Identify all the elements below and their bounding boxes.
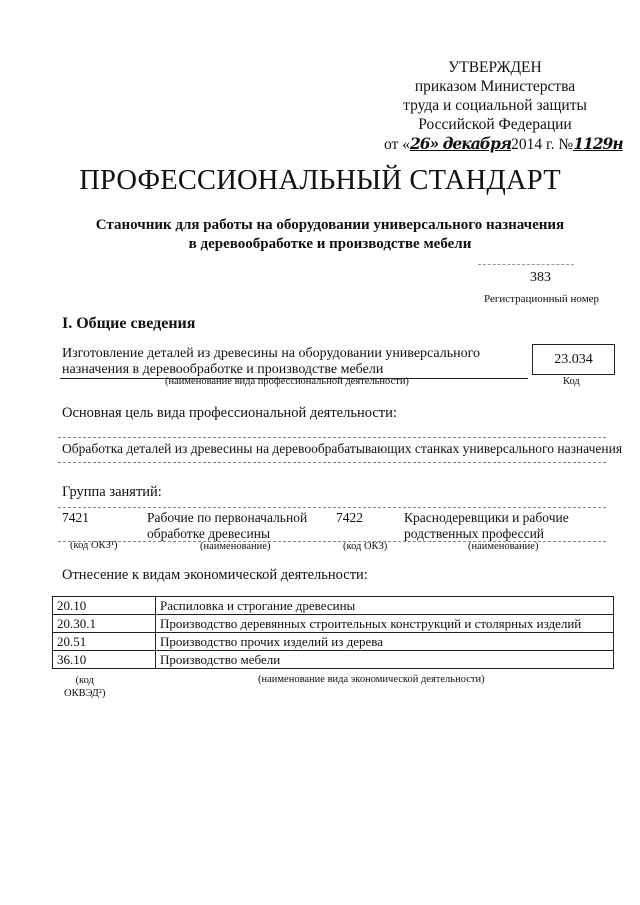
registration-caption: Регистрационный номер: [484, 293, 600, 305]
occupation-group-label: Группа занятий:: [62, 484, 162, 500]
occupation-name-caption-1: (наименование): [200, 541, 271, 552]
okved-name: Производство мебели: [156, 651, 614, 669]
handwritten-date: 26» декабря: [409, 134, 512, 153]
purpose-top-line: [58, 437, 606, 438]
economic-activity-table: [52, 596, 614, 669]
occupation-name-caption-2: (наименование): [468, 541, 539, 552]
activity-line-1: Изготовление деталей из древесины на оборудовании универсального: [62, 346, 481, 361]
occupation-name-2-line-1: Краснодеревщики и рабочие: [404, 510, 569, 525]
economic-activity-label: Отнесение к видам экономической деятельности:: [62, 567, 368, 583]
approval-ministry-line: труда и социальной защиты: [403, 97, 587, 114]
okved-name: Производство деревянных строительных конструкций и столярных изделий: [156, 615, 614, 633]
registration-line: [478, 264, 574, 265]
occupation-name-2-line-2: родственных профессий: [404, 526, 545, 541]
approval-block: [370, 58, 623, 154]
purpose-text: Обработка деталей из древесины на деревообрабатывающих станках универсального назначения: [62, 441, 623, 456]
document-title: ПРОФЕССИОНАЛЬНЫЙ СТАНДАРТ: [79, 165, 561, 196]
document-subtitle: [60, 216, 600, 254]
okved-code-caption: [64, 674, 105, 700]
approval-heading: УТВЕРЖДЕН: [448, 59, 542, 76]
date-prefix: от «: [384, 136, 410, 153]
code-caption: Код: [563, 376, 580, 387]
occupation-code-1: 7421: [62, 510, 89, 525]
handwritten-order-number: 1129н: [573, 134, 623, 153]
economic-activity-caption: (наименование вида экономической деятельности): [258, 674, 485, 685]
table-row: [53, 633, 614, 651]
okved-name: Распиловка и строгание древесины: [156, 597, 614, 615]
okz-code-caption-1: (код ОКЗ¹): [70, 540, 118, 551]
table-row: [53, 651, 614, 669]
okved-code: 20.10: [53, 597, 156, 615]
occupation-name-1: [147, 510, 307, 542]
table-row: [53, 615, 614, 633]
okved-code-caption-line-1: (код: [75, 675, 94, 686]
occupation-name-2: [404, 510, 569, 542]
subtitle-line-2: в деревообработке и производстве мебели: [188, 236, 472, 252]
okved-code-caption-line-2: ОКВЭД²): [64, 688, 106, 699]
okved-code: 20.30.1: [53, 615, 156, 633]
approval-country-line: Российской Федерации: [418, 116, 572, 133]
okved-code: 36.10: [53, 651, 156, 669]
activity-line-2: назначения в деревообработке и производстве мебели: [62, 362, 384, 377]
occupation-top-line: [58, 507, 606, 508]
approval-date-line: [370, 134, 623, 154]
purpose-bottom-line: [58, 462, 606, 463]
section-heading: I. Общие сведения: [62, 315, 196, 332]
okved-name: Производство прочих изделий из дерева: [156, 633, 614, 651]
activity-code: 23.034: [554, 351, 593, 367]
okved-code: 20.51: [53, 633, 156, 651]
table-row: [53, 597, 614, 615]
approval-order-line: приказом Министерства: [414, 78, 576, 95]
registration-number: 383: [530, 270, 551, 285]
purpose-label: Основная цель вида профессиональной деятельности:: [62, 405, 397, 421]
okz-code-caption-2: (код ОКЗ): [343, 541, 388, 552]
occupation-name-1-line-1: Рабочие по первоначальной: [147, 510, 308, 525]
activity-name: [62, 346, 532, 378]
activity-caption: (наименование вида профессиональной деятельности): [165, 376, 409, 387]
date-year: 2014 г. №: [511, 136, 574, 153]
occupation-code-2: 7422: [336, 510, 363, 525]
occupation-name-1-line-2: обработке древесины: [147, 526, 271, 541]
subtitle-line-1: Станочник для работы на оборудовании универсального назначения: [95, 217, 565, 233]
activity-code-box: [532, 344, 615, 375]
